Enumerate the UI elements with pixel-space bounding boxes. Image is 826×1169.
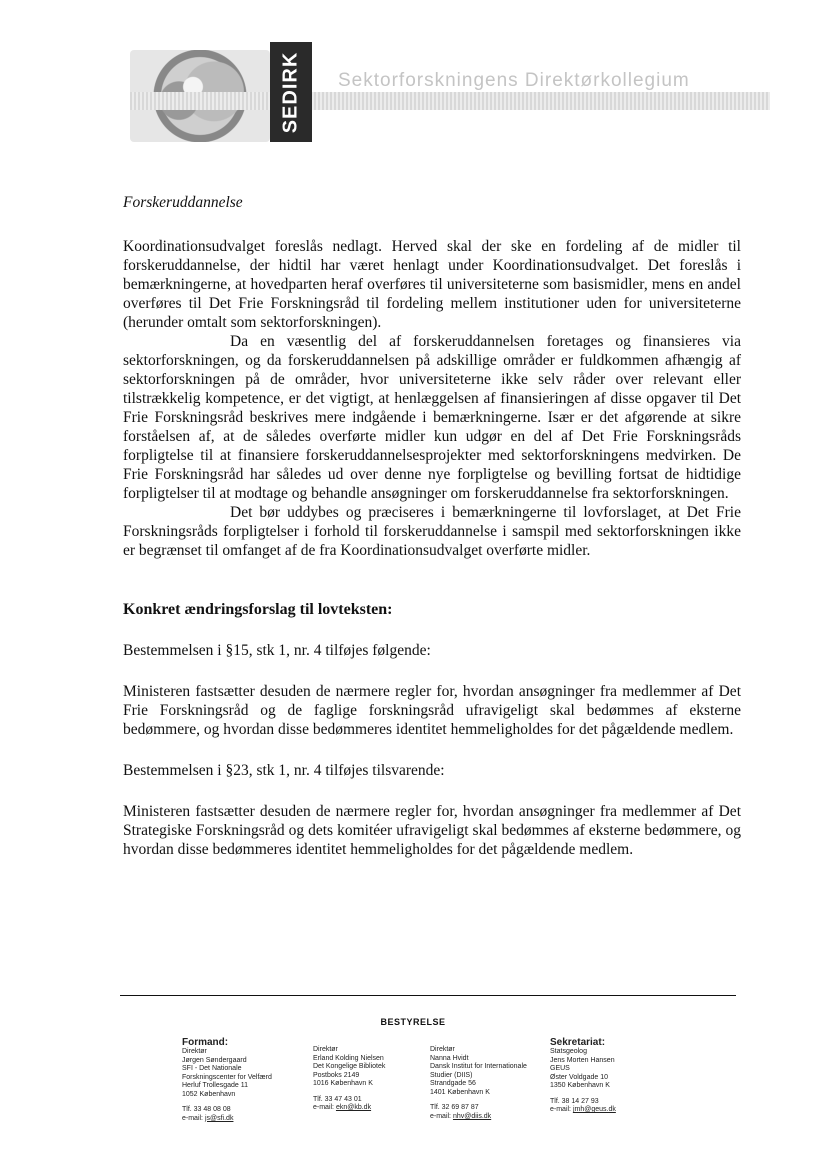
sekretariat-line: GEUS	[550, 1065, 570, 1072]
member2-phone: Tlf. 32 69 87 87	[430, 1104, 479, 1111]
member2-line: Nanna Hvidt	[430, 1054, 469, 1062]
footer-formand	[182, 1037, 272, 1123]
footer-member-2	[430, 1046, 527, 1121]
sekretariat-line: Jens Morten Hansen	[550, 1056, 615, 1064]
formand-role: Formand:	[182, 1037, 229, 1048]
document-body	[123, 193, 741, 859]
logo-text: SEDIRK	[279, 51, 302, 133]
formand-line: Herluf Trollesgade 11	[182, 1082, 249, 1089]
paragraph-1: Koordinationsudvalget foreslås nedlagt. Herved skal der ske en fordeling af de midler til forskeruddannelse, der hidtil har været henlagt under Koordinationsudvalget. Det foreslås i bemærkningerne, at hovedparten heraf overføres til universiteterne som basismidler, mens en andel overføres til Det Frie Forskningsråd til fordeling mellem institutioner uden for universiteterne (herunder omtalt som sektorforskningen).	[123, 238, 741, 331]
footer-sekretariat	[550, 1037, 616, 1115]
sekretariat-email-link[interactable]: jmh@geus.dk	[572, 1106, 616, 1113]
sekretariat-role: Sekretariat:	[550, 1037, 606, 1048]
email-prefix: e-mail:	[182, 1114, 205, 1122]
formand-line: SFI - Det Nationale	[182, 1065, 242, 1072]
sekretariat-line: 1350 København K	[550, 1082, 610, 1089]
email-prefix: e-mail:	[313, 1104, 336, 1111]
sekretariat-line: Øster Voldgade 10	[550, 1073, 608, 1081]
paragraph-3: Det bør uddybes og præciseres i bemærkningerne til lovforslaget, at Det Frie Forskningsråds forpligtelser i forhold til forskeruddannelse i samspil med sektorforskningen ikke er begrænset til omfanget af de fra Koordinationsudvalget overførte midler.	[123, 504, 741, 559]
formand-line: 1052 København	[182, 1090, 236, 1098]
provision-2-text: Ministeren fastsætter desuden de nærmere regler for, hvordan ansøgninger fra medlemmer af Det Strategiske Forskningsråd og dets komitéer ufravigeligt skal bedømmes af eksterne bedømmere, og hvordan disse bedømmeres identitet hemmeligholdes for det pågældende medlem.	[123, 803, 741, 858]
member2-line: Studier (DIIS)	[430, 1071, 473, 1079]
member2-line: Dansk Institut for Internationale	[430, 1063, 527, 1070]
provision-2-intro: Bestemmelsen i §23, stk 1, nr. 4 tilføjes tilsvarende:	[123, 762, 445, 779]
member1-line: Det Kongelige Bibliotek	[313, 1063, 386, 1070]
sedirk-logo	[270, 42, 312, 142]
sekretariat-email-line	[550, 1106, 616, 1115]
banner-stripe	[130, 92, 770, 110]
member2-line: 1401 København K	[430, 1088, 490, 1096]
sekretariat-phone: Tlf. 38 14 27 93	[550, 1097, 599, 1105]
provision-1-intro: Bestemmelsen i §15, stk 1, nr. 4 tilføjes følgende:	[123, 642, 431, 659]
member2-line: Direktør	[430, 1046, 455, 1053]
formand-line: Jørgen Søndergaard	[182, 1056, 247, 1064]
formand-line: Forskningscenter for Velfærd	[182, 1073, 272, 1081]
member2-email-line	[430, 1113, 527, 1122]
member2-line: Strandgade 56	[430, 1080, 476, 1087]
section-title: Forskeruddannelse	[123, 194, 243, 211]
formand-line: Direktør	[182, 1048, 207, 1055]
letterhead	[130, 42, 770, 142]
member1-line: 1016 København K	[313, 1080, 373, 1087]
email-prefix: e-mail:	[430, 1112, 453, 1120]
sekretariat-line: Statsgeolog	[550, 1048, 587, 1055]
footer-member-1	[313, 1046, 385, 1113]
email-prefix: e-mail:	[550, 1106, 573, 1113]
formand-email-line	[182, 1115, 272, 1124]
formand-email-link[interactable]: js@sfi.dk	[204, 1114, 234, 1122]
member1-email-link[interactable]: ekn@kb.dk	[335, 1104, 372, 1111]
banner-title: Sektorforskningens Direktørkollegium	[338, 70, 690, 91]
member2-email-link[interactable]: nhv@diis.dk	[452, 1112, 492, 1120]
footer-title: BESTYRELSE	[380, 1017, 446, 1027]
member1-email-line	[313, 1104, 385, 1113]
member1-line: Erland Kolding Nielsen	[313, 1054, 384, 1062]
member1-line: Postboks 2149	[313, 1071, 360, 1079]
proposal-title: Konkret ændringsforslag til lovteksten:	[123, 601, 393, 618]
member1-phone: Tlf. 33 47 43 01	[313, 1095, 362, 1103]
formand-phone: Tlf. 33 48 08 08	[182, 1106, 231, 1113]
paragraph-2: Da en væsentlig del af forskeruddannelsen foretages og finansieres via sektorforskningen, og da forskeruddannelsen på adskillige områder er fuldkommen afhængig af sektorforskningen på de områder, hvor universiteterne ikke selv råder over relevant eller tilstrækkelig kompetence, er det vigtigt, at henlæggelsen af finansieringen af disse opgaver til Det Frie Forskningsråd beskrives mere indgående i bemærkningerne. Især er det afgørende at sikre forståelsen af, at de således overførte midler kun udgør en del af Det Frie Forskningsråds forpligtelse til at finansiere forskeruddannelsesprojekter med sektorforskningens medvirken. De Frie Forskningsråd har således ud over denne nye forpligtelse og bevilling fortsat de hidtidige forpligtelser til at modtage og behandle ansøgninger om forskeruddannelse fra sektorforskningen.	[123, 333, 741, 502]
member1-line: Direktør	[313, 1046, 338, 1053]
provision-1-text: Ministeren fastsætter desuden de nærmere regler for, hvordan ansøgninger fra medlemmer af Det Frie Forskningsråd og de faglige forskningsråd ufravigeligt skal bedømmes af eksterne bedømmere, og hvordan disse bedømmeres identitet hemmeligholdes for det pågældende medlem.	[123, 683, 741, 738]
footer-divider	[120, 995, 736, 996]
